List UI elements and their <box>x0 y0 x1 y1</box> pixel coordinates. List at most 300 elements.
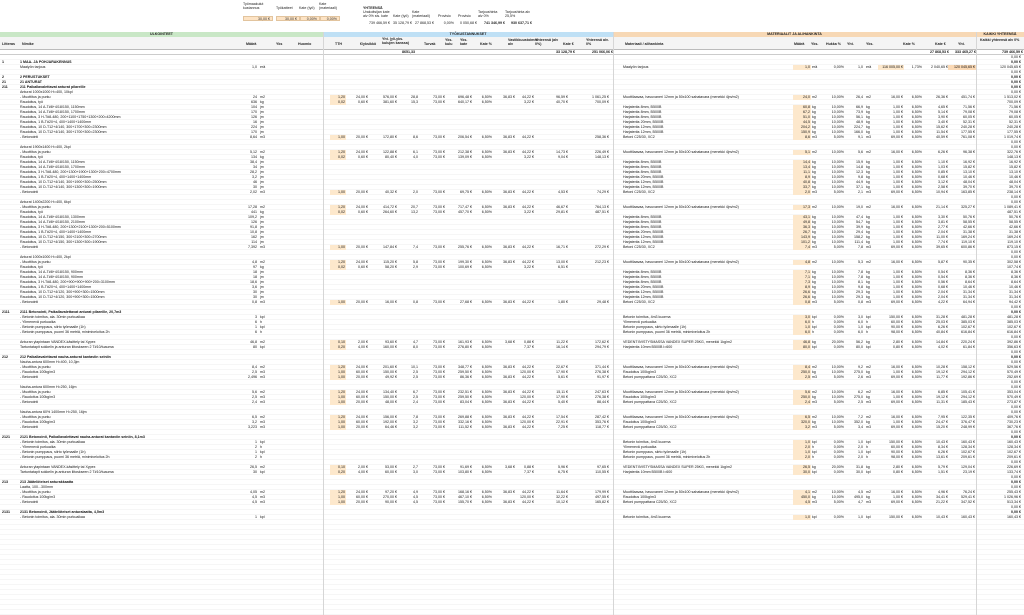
overhead-input[interactable]: 30,00 € <box>243 16 273 21</box>
cell-mat[interactable]: Betonin toimitus, 4m3 kuorma <box>623 440 671 444</box>
header-per-unit[interactable]: €/yksikkö <box>360 42 377 46</box>
cell-mu[interactable]: m3 <box>812 190 817 194</box>
header-mat-sum[interactable]: Yht. <box>847 42 854 46</box>
cell-j[interactable]: 212,23 € <box>595 260 609 264</box>
cell-name[interactable]: - Betonointi <box>20 425 39 429</box>
cell-myu[interactable]: kg <box>866 270 870 274</box>
cell-b[interactable]: 93,60 € <box>385 340 397 344</box>
cell-mk[interactable]: 6,50% <box>911 345 922 349</box>
cell-u[interactable]: jm <box>260 165 264 169</box>
cell-b[interactable]: 172,80 € <box>383 135 397 139</box>
cell-u[interactable]: m3 <box>260 395 265 399</box>
cell-tth[interactable]: 1,20 <box>330 490 346 495</box>
cell-mat[interactable]: Betonin toimitus, 4m3 kuorma <box>623 315 671 319</box>
cell-my[interactable]: 5,3 <box>858 260 863 264</box>
cell-mh[interactable]: 10,00% <box>831 490 844 494</box>
cell-u[interactable]: kpl <box>260 515 265 519</box>
header-with-overhead[interactable]: Yht. (yli-yks. kulujen kanssa) <box>382 37 409 45</box>
cell-mt[interactable]: 42,66 € <box>963 225 975 229</box>
cell-f[interactable]: 6,50% <box>481 420 492 424</box>
cell-u[interactable]: jm <box>260 220 264 224</box>
cell-mh[interactable]: 5,00% <box>833 375 844 379</box>
cell-mt[interactable]: 192,86 € <box>961 375 975 379</box>
cell-mu[interactable]: kg <box>812 120 816 124</box>
cell-tth[interactable]: 0,20 <box>330 470 346 475</box>
cell-tot[interactable]: 487,51 € <box>1007 210 1021 214</box>
cell-name[interactable]: - Raudoitus 100kg/m3 <box>20 395 56 399</box>
cell-u[interactable]: jm <box>260 175 264 179</box>
cell-mkp[interactable]: 6,26 € <box>938 150 948 154</box>
cell-j[interactable]: 110,55 € <box>595 470 609 474</box>
cell-mp[interactable]: 1,00 € <box>893 215 903 219</box>
cell-name[interactable]: - Betonin pumppaus, puomi 36 metriä, minimiveloitus 2h <box>20 330 110 334</box>
cell-name[interactable]: Anturat 1000x1000 H=400, 2kpl <box>20 255 71 259</box>
labour-margin-input[interactable]: 30,00 € <box>276 16 300 21</box>
cell-mat[interactable]: Betoni C25/30, XC2 <box>623 190 655 194</box>
cell-q[interactable]: 97 <box>253 265 257 269</box>
cell-mu[interactable]: kg <box>812 105 816 109</box>
cell-myu[interactable]: m3 <box>866 425 871 429</box>
cell-tth[interactable]: 0,10 <box>330 465 346 470</box>
cell-myu[interactable]: kg <box>866 230 870 234</box>
cell-q[interactable]: 126 <box>251 115 257 119</box>
cell-mp[interactable]: 16,00 € <box>891 150 903 154</box>
cell-mu[interactable]: kpl <box>812 440 817 444</box>
cell-mk[interactable]: 6,50% <box>911 220 922 224</box>
cell-tot[interactable]: 409,76 € <box>1007 415 1021 419</box>
cell-tth[interactable]: 1,00 <box>330 495 346 500</box>
cell-name[interactable]: - Muottitus ja purku <box>20 490 51 494</box>
cell-j[interactable]: 272,29 € <box>595 245 609 249</box>
header-turvak[interactable]: Turvak <box>424 42 436 46</box>
cell-name[interactable]: Raudoitus, 1 B-T#20+4, 400+1400+1400mm <box>20 120 92 124</box>
cell-my[interactable]: 15,9 <box>856 160 863 164</box>
cell-i[interactable]: 13,00 € <box>556 260 568 264</box>
cell-name[interactable]: Laatta, 100...300mm <box>20 485 53 489</box>
cell-myu[interactable]: kg <box>866 105 870 109</box>
cell-name[interactable]: - Betonin pumppaus, siirto työmaalle (1h) <box>20 325 86 329</box>
cell-c[interactable]: 4,7 <box>413 340 418 344</box>
cell-my[interactable]: 1,0 <box>858 515 863 519</box>
cell-h[interactable]: 44,22 € <box>522 245 534 249</box>
cell-mk[interactable]: 6,50% <box>911 120 922 124</box>
cell-mu[interactable]: h <box>812 330 814 334</box>
cell-mh[interactable]: 10,00% <box>831 230 844 234</box>
cell-j[interactable]: 276,38 € <box>595 395 609 399</box>
cell-mkp[interactable]: 26,36 € <box>936 95 948 99</box>
cell-mq[interactable]: 4,8 <box>793 260 811 265</box>
cell-mh[interactable]: 10,00% <box>831 295 844 299</box>
cell-j[interactable]: 294,79 € <box>595 345 609 349</box>
cell-mt[interactable]: 385,03 € <box>961 320 975 324</box>
cell-tot[interactable]: 13,10 € <box>1009 170 1021 174</box>
cell-myu[interactable]: m2 <box>866 365 871 369</box>
cell-lit[interactable]: 2131 <box>2 510 10 514</box>
cell-u[interactable]: jm <box>260 225 264 229</box>
cell-name[interactable]: Maalyön tarjous <box>20 65 46 69</box>
cell-e[interactable]: 259,50 € <box>458 395 472 399</box>
cell-tot[interactable]: 255,43 € <box>1007 490 1021 494</box>
cell-d[interactable]: 73,00 € <box>433 470 445 474</box>
cell-mat[interactable]: Raudoitus 100kg/m3 <box>623 370 656 374</box>
cell-b[interactable]: 134,40 € <box>383 390 397 394</box>
cell-mp[interactable]: 1,00 € <box>893 285 903 289</box>
cell-u[interactable]: jm <box>260 290 264 294</box>
cell-my[interactable]: 6,0 <box>858 320 863 324</box>
cell-c[interactable]: 0,8 <box>413 300 418 304</box>
cell-tot[interactable]: 1 019,74 € <box>1004 135 1021 139</box>
cell-mk[interactable]: 6,50% <box>911 440 922 444</box>
cell-mat[interactable]: Harjateräs 8mm, B500B <box>623 165 662 169</box>
cell-mk[interactable]: 6,50% <box>911 115 922 119</box>
cell-h[interactable]: 44,22 € <box>522 490 534 494</box>
cell-mk[interactable]: 6,50% <box>911 135 922 139</box>
cell-mat[interactable]: Harjateräs 10mm B500B l=600 <box>623 345 673 349</box>
cell-q[interactable]: 30 <box>253 290 257 294</box>
cell-e[interactable]: 111,52 € <box>458 425 472 429</box>
cell-myu[interactable]: kpl <box>866 345 871 349</box>
cell-g[interactable]: 36,83 € <box>503 415 515 419</box>
cell-myu[interactable]: kg <box>866 125 870 129</box>
cell-mp[interactable]: 1,00 € <box>893 165 903 169</box>
cell-myu[interactable]: kg <box>866 465 870 469</box>
cell-mk[interactable]: 6,50% <box>911 340 922 344</box>
cell-mp[interactable]: 1,00 € <box>893 290 903 294</box>
cell-a[interactable]: 60,00 € <box>356 370 368 374</box>
cell-myu[interactable]: m3 <box>866 190 871 194</box>
cell-mkp[interactable]: 25,03 € <box>936 320 948 324</box>
cell-tth[interactable]: 0,02 <box>330 265 346 270</box>
cell-mh[interactable]: 10,00% <box>831 120 844 124</box>
cell-mh[interactable]: 20,00% <box>831 340 844 344</box>
cell-mat[interactable]: Harjateräs 10mm B500B l=600 <box>623 470 673 474</box>
cell-mp[interactable]: 16,00 € <box>891 95 903 99</box>
cell-name[interactable]: - Betonin pumppaus, siirto työmaalle (1h) <box>20 450 86 454</box>
cell-u[interactable]: m2 <box>260 95 265 99</box>
cell-a[interactable]: 20,00 € <box>356 425 368 429</box>
cell-q[interactable]: 18 <box>253 275 257 279</box>
cell-tth[interactable]: 0,02 <box>330 155 346 160</box>
cell-g[interactable]: 36,83 € <box>503 425 515 429</box>
cell-mat[interactable]: Harjateräs 8mm, B500B <box>623 275 662 279</box>
cell-mat[interactable]: Muottilaavaa, havuvaneri 12mm ja 50x100 sahatavara (menekki 4jm/m2) <box>623 95 739 99</box>
cell-my[interactable]: 14,8 <box>856 165 863 169</box>
cell-mp[interactable]: 1,00 € <box>893 270 903 274</box>
cell-q[interactable]: 3,2 <box>252 420 257 424</box>
cell-mh[interactable]: 0,00% <box>833 315 844 319</box>
cell-name[interactable]: Raudoitus, 10 D-T12+4/140, 300+1900+300=2500mm <box>20 180 107 184</box>
cell-f[interactable]: 6,50% <box>481 415 492 419</box>
cell-mt[interactable]: 185,43 € <box>961 400 975 404</box>
cell-mq[interactable]: 24,0 <box>793 95 811 100</box>
cell-h[interactable]: 44,22 € <box>522 205 534 209</box>
cell-mt[interactable]: 163,85 € <box>961 190 975 194</box>
cell-tth[interactable]: 0,10 <box>330 340 346 345</box>
cell-myu[interactable]: kg <box>866 420 870 424</box>
cell-f[interactable]: 6,50% <box>481 365 492 369</box>
cell-i[interactable]: 22,67 € <box>556 365 568 369</box>
cell-mkp[interactable]: 24,47 € <box>936 420 948 424</box>
cell-d[interactable]: 73,00 € <box>433 155 445 159</box>
cell-mh[interactable]: 10,00% <box>831 260 844 264</box>
cell-mh[interactable]: 0,00% <box>833 470 844 474</box>
cell-mat[interactable]: Betoni pumppattava C25/30, XC2 <box>623 375 677 379</box>
cell-lit[interactable]: 213 <box>2 480 8 484</box>
cell-name[interactable]: Anturat 1900x1400 H=400, 2kpl <box>20 145 71 149</box>
cell-mat[interactable]: Harjateräs 8mm, B500B <box>623 160 662 164</box>
cell-d[interactable]: 73,00 € <box>433 490 445 494</box>
cell-u[interactable]: jm <box>260 125 264 129</box>
cell-mk[interactable]: 6,50% <box>911 175 922 179</box>
cell-tot[interactable]: 392,86 € <box>1007 340 1021 344</box>
cell-h[interactable]: 120,00 € <box>520 420 534 424</box>
cell-j[interactable]: 487,51 € <box>595 210 609 214</box>
cell-a[interactable]: 24,00 € <box>356 260 368 264</box>
cell-mu[interactable]: kg <box>812 235 816 239</box>
cell-mt[interactable]: 169,24 € <box>961 235 975 239</box>
cell-tot[interactable]: 0,00 € <box>1011 90 1021 94</box>
cell-myu[interactable]: kg <box>866 240 870 244</box>
cell-name[interactable]: - Raudoitus 100kg/m3 <box>20 420 56 424</box>
cell-name[interactable]: - Betonointi <box>20 500 39 504</box>
cell-tth[interactable]: 1,00 <box>330 375 346 380</box>
cell-mu[interactable]: m2 <box>812 150 817 154</box>
header-unit-margin[interactable]: Yks. kate <box>460 38 468 46</box>
cell-u[interactable]: jm <box>260 180 264 184</box>
cell-mat[interactable]: Raudoitus 100kg/m3 <box>623 420 656 424</box>
cell-q[interactable]: 1 <box>255 325 257 329</box>
cell-name[interactable]: Nauha-antura 600mm H=400, 10,3jm <box>20 360 80 364</box>
cell-mh[interactable]: 10,00% <box>831 235 844 239</box>
cell-mt[interactable]: 160,43 € <box>961 515 975 519</box>
cell-q[interactable]: 2 <box>255 445 257 449</box>
cell-mp[interactable]: 150,00 € <box>889 515 903 519</box>
cell-mq[interactable]: 51,0 <box>793 115 811 120</box>
cell-mk[interactable]: 6,50% <box>911 165 922 169</box>
cell-mat[interactable]: Harjateräs 12mm, B500B <box>623 130 664 134</box>
cell-tot[interactable]: 0,00 € <box>1011 410 1021 414</box>
cell-u[interactable]: jm <box>260 285 264 289</box>
cell-e[interactable]: 83,04 € <box>460 400 472 404</box>
cell-tth[interactable]: 0,20 <box>330 345 346 350</box>
cell-h[interactable]: 44,22 € <box>522 95 534 99</box>
cell-u[interactable]: jm <box>260 160 264 164</box>
cell-u[interactable]: m2 <box>260 205 265 209</box>
cell-tot[interactable]: 0,00 € <box>1011 350 1021 354</box>
cell-tot[interactable]: 8,64 € <box>1011 280 1021 284</box>
cell-tot[interactable]: 238,14 € <box>1007 190 1021 194</box>
cell-mu[interactable]: kg <box>812 240 816 244</box>
cell-mu[interactable]: m2 <box>812 95 817 99</box>
cell-h[interactable]: 44,22 € <box>522 260 534 264</box>
cell-a[interactable]: 2,00 € <box>358 465 368 469</box>
cell-mq[interactable]: 8,9 <box>793 175 811 180</box>
cell-i[interactable]: 9,04 € <box>558 155 568 159</box>
cell-mp[interactable]: 116 005,00 € <box>878 65 904 70</box>
cell-i[interactable]: 32,22 € <box>556 495 568 499</box>
cell-tot[interactable]: 0,00 € <box>1011 435 1021 439</box>
cell-a[interactable]: 0,60 € <box>358 210 368 214</box>
cell-i[interactable]: 29,81 € <box>556 210 568 214</box>
cell-c[interactable]: 8,6 <box>413 135 418 139</box>
cell-i[interactable]: 6,51 € <box>558 265 568 269</box>
cell-mkp[interactable]: 1,10 € <box>938 160 948 164</box>
cell-mkp[interactable]: 10,43 € <box>936 515 948 519</box>
cell-u[interactable]: m2 <box>260 260 265 264</box>
cell-mk[interactable]: 6,50% <box>911 110 922 114</box>
cell-u[interactable]: jm <box>260 240 264 244</box>
cell-u[interactable]: kg <box>260 265 264 269</box>
cell-myu[interactable]: kg <box>866 175 870 179</box>
cell-mp[interactable]: 98,00 € <box>891 455 903 459</box>
cell-mat[interactable]: Betonin pumppaus, siirto työmaalle (1h) <box>623 450 687 454</box>
cell-mp[interactable]: 1,00 € <box>893 230 903 234</box>
cell-mh[interactable]: 5,00% <box>833 245 844 249</box>
cell-mu[interactable]: m2 <box>812 260 817 264</box>
cell-mt[interactable]: 10,46 € <box>963 285 975 289</box>
cell-f[interactable]: 6,50% <box>481 340 492 344</box>
cell-tot[interactable]: 873,15 € <box>1007 245 1021 249</box>
cell-b[interactable]: 40,32 € <box>385 190 397 194</box>
cell-mu[interactable]: m2 <box>812 365 817 369</box>
cell-i[interactable]: 46,67 € <box>556 205 568 209</box>
cell-mk[interactable]: 6,50% <box>911 130 922 134</box>
cell-name[interactable]: 211 Paikallavalettavat anturat pilareille <box>20 85 86 89</box>
cell-tot[interactable]: 160,43 € <box>1007 515 1021 519</box>
cell-u[interactable]: jm <box>260 110 264 114</box>
cell-d[interactable]: 73,00 € <box>433 245 445 249</box>
cell-h[interactable]: 7,37 € <box>524 470 534 474</box>
cell-u[interactable]: jm <box>260 275 264 279</box>
cell-mk[interactable]: 6,50% <box>911 495 922 499</box>
cell-i[interactable]: 16,71 € <box>556 245 568 249</box>
cell-mt[interactable]: 48,04 € <box>963 180 975 184</box>
cell-q[interactable]: 224 <box>251 125 257 129</box>
cell-tot[interactable]: 0,00 € <box>1011 505 1021 509</box>
cell-mu[interactable]: kg <box>812 115 816 119</box>
cell-b[interactable]: 264,60 € <box>383 210 397 214</box>
cell-d[interactable]: 73,00 € <box>433 205 445 209</box>
cell-mp[interactable]: 69,00 € <box>891 245 903 249</box>
cell-tot[interactable]: 0,00 € <box>1011 145 1021 149</box>
cell-my[interactable]: 1,0 <box>858 450 863 454</box>
cell-f[interactable]: 6,50% <box>481 155 492 159</box>
cell-tot[interactable]: 0,00 € <box>1011 55 1021 59</box>
cell-mk[interactable]: 6,50% <box>911 370 922 374</box>
cell-u[interactable]: m2 <box>260 390 265 394</box>
cell-mk[interactable]: 6,50% <box>911 260 922 264</box>
cell-a[interactable]: 4,00 € <box>358 345 368 349</box>
cell-u[interactable]: jm <box>260 185 264 189</box>
cell-q[interactable]: 10,8 <box>250 230 257 234</box>
cell-mkp[interactable]: 21,22 € <box>936 500 948 504</box>
cell-mu[interactable]: h <box>812 320 814 324</box>
cell-d[interactable]: 73,00 € <box>433 365 445 369</box>
cell-tot[interactable]: 570,49 € <box>1007 395 1021 399</box>
cell-q[interactable]: 6 <box>255 330 257 334</box>
cell-mt[interactable]: 220,24 € <box>961 340 975 344</box>
cell-c[interactable]: 13,2 <box>411 210 418 214</box>
cell-q[interactable]: 8,4 <box>252 365 257 369</box>
cell-c[interactable]: 3,0 <box>413 470 418 474</box>
cell-tot[interactable]: 0,00 € <box>1011 310 1021 314</box>
cell-my[interactable]: 9,8 <box>858 285 863 289</box>
cell-u[interactable]: jm <box>260 115 264 119</box>
cell-tot[interactable]: 481,28 € <box>1007 315 1021 319</box>
cell-mat[interactable]: Betonin pumppaus, puomi 36 metriä, minimiveloitus 2h <box>623 330 711 334</box>
cell-mt[interactable]: 96,38 € <box>963 150 975 154</box>
cell-mt[interactable]: 209,61 € <box>961 455 975 459</box>
cell-mp[interactable]: 1,00 € <box>893 420 903 424</box>
cell-mq[interactable]: 36,3 <box>793 225 811 230</box>
cell-mq[interactable]: 320,0 <box>793 420 811 425</box>
cell-i[interactable]: 22,91 € <box>556 420 568 424</box>
cell-e[interactable]: 348,77 € <box>458 365 472 369</box>
cell-u[interactable]: kg <box>260 100 264 104</box>
cell-name[interactable]: Nauha-antura 60% 1400mm H=250, 16jm <box>20 410 87 414</box>
cell-my[interactable]: 12,3 <box>856 170 863 174</box>
cell-tot[interactable]: 226,69 € <box>1007 465 1021 469</box>
cell-mk[interactable]: 6,50% <box>911 125 922 129</box>
cell-my[interactable]: 166,0 <box>854 130 863 134</box>
cell-c[interactable]: 2,5 <box>413 395 418 399</box>
cell-tot[interactable]: 209,61 € <box>1007 455 1021 459</box>
cell-mq[interactable]: 26,7 <box>793 230 811 235</box>
cell-mp[interactable]: 1,00 € <box>893 370 903 374</box>
cell-mt[interactable]: 122,35 € <box>961 415 975 419</box>
cell-mq[interactable]: 67,2 <box>793 110 811 115</box>
cell-u[interactable]: m3 <box>260 190 265 194</box>
cell-my[interactable]: 1,0 <box>858 65 863 69</box>
cost-estimate-grid[interactable] <box>0 55 1024 615</box>
cell-mat[interactable]: Harjateräs 20mm, B500B <box>623 230 664 234</box>
cell-mp[interactable]: 60,00 € <box>891 445 903 449</box>
cell-d[interactable]: 73,00 € <box>433 345 445 349</box>
cell-q[interactable]: 134 <box>251 155 257 159</box>
cell-tot[interactable]: 39,70 € <box>1009 185 1021 189</box>
cell-mat[interactable]: VEDENTIIVISTYSMASSA VANDEX SUPER 25KG, menekki 1kg/m2 <box>623 465 732 469</box>
cell-h[interactable]: 44,22 € <box>522 135 534 139</box>
cell-q[interactable]: 4,5 <box>252 500 257 504</box>
cell-mp[interactable]: 1,00 € <box>893 220 903 224</box>
cell-mu[interactable]: h <box>812 455 814 459</box>
cell-mat[interactable]: Muottilaavaa, havuvaneri 12mm ja 50x100 sahatavara (menekki 4jm/m2) <box>623 205 739 209</box>
cell-q[interactable]: 5,6 <box>252 390 257 394</box>
cell-e[interactable]: 717,47 € <box>458 205 472 209</box>
cell-mat[interactable]: Harjateräs 8mm, B500B <box>623 220 662 224</box>
cell-mk[interactable]: 6,50% <box>911 300 922 304</box>
cell-mu[interactable]: kg <box>812 295 816 299</box>
cell-mkp[interactable]: 3,81 € <box>938 220 948 224</box>
cell-q[interactable]: 104 <box>251 105 257 109</box>
cell-q[interactable]: 3 <box>255 315 257 319</box>
cell-mt[interactable]: 31,34 € <box>963 295 975 299</box>
cell-mat[interactable]: Ylimenevä purkuaika <box>623 320 657 324</box>
cell-f[interactable]: 6,50% <box>481 375 492 379</box>
cell-mk[interactable]: 6,50% <box>911 240 922 244</box>
cell-tth[interactable]: 1,00 <box>330 395 346 400</box>
cell-e[interactable]: 69,75 € <box>460 190 472 194</box>
cell-b[interactable]: 160,00 € <box>383 345 397 349</box>
cell-f[interactable]: 6,50% <box>481 245 492 249</box>
cell-name[interactable]: Raudoitus, työ <box>20 100 43 104</box>
cell-a[interactable]: 20,00 € <box>356 190 368 194</box>
cell-tth[interactable]: 1,00 <box>330 420 346 425</box>
cell-myu[interactable]: m2 <box>866 260 871 264</box>
cell-my[interactable]: 7,8 <box>858 245 863 249</box>
cell-tot[interactable]: 0,00 € <box>1011 195 1021 199</box>
cell-mq[interactable]: 26,5 <box>793 465 811 470</box>
